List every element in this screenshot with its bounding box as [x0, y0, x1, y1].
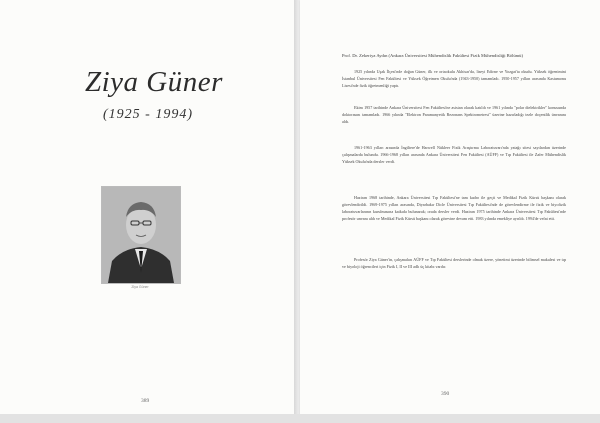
photo-caption: Ziya Güner: [131, 285, 149, 289]
paragraph-3: 1961-1963 yılları arasında İngiltere'de Harwell Nükleer Fizik Araştırma Laboratuvarı'nda yatağı sitesi sayılardan üzerinde çalışmalarda bulundu. 1966-1968 yılları arasında Ankara Üniversitesi Fen Fakültesi (AÜFF) ve Tıp Fakültesi ile Zafer Mühendislik Yüksek Okulu'nda dersler verdi.: [342, 145, 566, 165]
portrait-photo: [101, 186, 181, 284]
left-page: [0, 0, 294, 418]
paragraph-2: Ekim 1957 tarihinde Ankara Üniversitesi Fen Fakültesi'ne asistan olarak katıldı ve 1961 yılında "polar dielektrikler" konusunda doktorasını tamamladı. 1966 yılında "Elektron Paramanyetik Rezonans Spektrometresi" üzerine hazırladığı tezle doçentlik ünvanını aldı.: [342, 105, 566, 125]
paragraph-1: 1925 yılında Uşak İlçesi'nde doğan Güner, ilk ve ortaokulu Akhisar'da, liseyi Edirne ve Yozgat'ta okudu. Yüksek öğrenimini İstanbul Üniversitesi Fen Fakültesi ve Yüksek Öğretmen Okulu'nda (1943-1950) tamamladı. 1950-1957 yılları arasında Kastamonu Lisesi'nde fizik öğretmenliği yaptı.: [342, 69, 566, 89]
page-number-right: 390: [441, 391, 450, 397]
portrait-illustration: [102, 187, 180, 283]
paragraph-5: Profesör Ziya Güner'in, çalışmaları AÜFF ve Tıp Fakültesi derslerinde olmak üzere, yönetimi üzerinde bilimsel makalesi ve tıp ve biyoloji öğrencileri için Fizik I, II ve III adlı üç kitabı vardır.: [342, 257, 566, 270]
biography-title-name: Ziya Güner: [85, 66, 223, 98]
paragraph-4: Haziran 1968 tarihinde, Ankara Üniversitesi Tıp Fakültesi'ne tam kadro ile geçti ve Medikal Fizik Kürsü başkanı olarak görevlendirildi. 1969-1975 yılları arasında, Diyarbakır Dicle Üniversitesi Tıp Fakültesi'nde de görevlendirme ile fizik ve biyofizik laboratuvarlarının kurulmasına katkıda bulunarak; orada dersler verdi. Haziran 1975 tarihinde Ankara Üniversitesi Tıp Fakültesi'nde profesör unvanı aldı ve Medikal Fizik Kürsü başkanı olarak görevine devam etti. 1983 yılında emekliye ayrıldı. 1994'de vefat etti.: [342, 195, 566, 222]
scan-bottom-edge: [0, 414, 600, 423]
biography-title-years: (1925 - 1994): [103, 107, 193, 122]
page-number-left: 389: [141, 398, 150, 404]
author-affiliation: Prof. Dr. Zekeriya Aydın (Ankara Üniversitesi Mühendislik Fakültesi Fizik Mühendisliği Bölümü): [342, 53, 524, 58]
